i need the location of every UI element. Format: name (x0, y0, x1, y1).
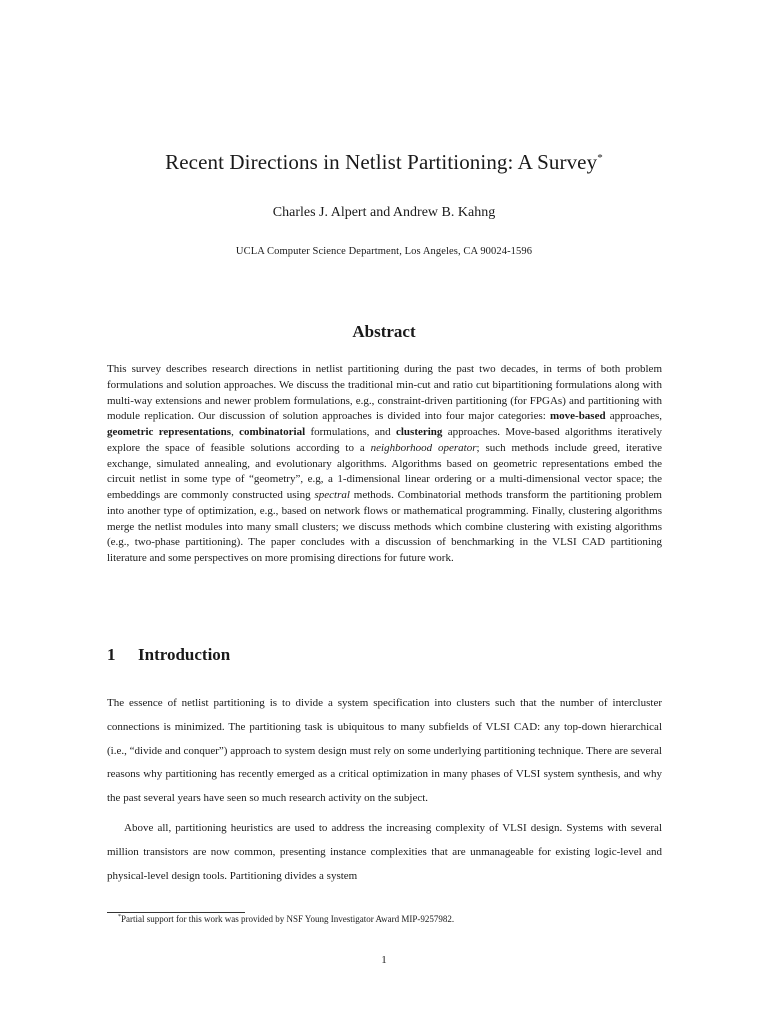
abstract-italic-neighborhood-operator: neighborhood operator (370, 441, 477, 454)
abstract-text: formulations, and (305, 426, 396, 438)
footnote-mark: * (118, 914, 121, 920)
footnote (118, 913, 454, 926)
intro-paragraph-2: Above all, partitioning heuristics are used to address the increasing complexity of VLSI design. Systems with several million transistors are now common, presenting instance complexities that are unmanageable for existing logic-level and physical-level design tools. Partitioning divides a system (107, 821, 662, 882)
introduction-body (107, 692, 662, 888)
abstract-body (107, 362, 662, 567)
authors: Charles J. Alpert and Andrew B. Kahng (272, 205, 496, 220)
abstract-heading: Abstract (352, 322, 416, 341)
section-title: Introduction (138, 645, 231, 664)
abstract-text: , (231, 426, 240, 438)
title-footnote-mark: * (597, 152, 603, 164)
abstract-emphasis-geometric: geometric representations (107, 426, 232, 438)
intro-paragraph-1: The essence of netlist partitioning is to divide a system specification into clusters such that the number of intercluster connections is minimized. The partitioning task is ubiquitous to many subfields of VLSI CAD: any top-down hierarchical (i.e., “divide and conquer”) approach to system design must rely on some underlying partitioning technique. There are several reasons why partitioning has recently emerged as a critical optimization in many phases of VLSI system synthesis, and why the past several years have seen so much research activity on the subject. (107, 697, 662, 805)
section-number: 1 (107, 645, 116, 664)
abstract-text: methods. Combinatorial methods transform the partitioning problem into another type of optimization, e.g., based on network flows or mathematical programming. Finally, clustering algorithms merge the netlist modules into many small clusters; we discuss methods which combine clustering with existing algorithms (e.g., two-phase partitioning). The paper concludes with a discussion of benchmarking in the VLSI CAD partitioning literature and some perspectives on more promising directions for future work. (107, 489, 662, 564)
title-text: Recent Directions in Netlist Partitioning: A Survey (165, 150, 598, 174)
abstract-text: This survey describes research directions in netlist partitioning during the past two decades, in terms of both problem formulations and solution approaches. We discuss the traditional min-cut and ratio cut bipartitioning formulations along with multi-way extensions and newer problem formulations, e.g., constraint-driven partitioning (for FPGAs) and partitioning with module replication. Our discussion of solution approaches is divided into four major categories: (107, 363, 662, 423)
section-heading (107, 644, 230, 666)
paper-title (0, 149, 768, 175)
abstract-emphasis-move-based: move-based (549, 410, 606, 423)
page-number: 1 (381, 954, 387, 966)
abstract-emphasis-combinatorial: combinatorial (239, 426, 306, 438)
abstract-italic-spectral: spectral (314, 489, 350, 501)
affiliation: UCLA Computer Science Department, Los Angeles, CA 90024-1596 (235, 246, 533, 257)
abstract-text: ; such methods include greed, iterative exchange, simulated annealing, and evolutionary algorithms. Algorithms based on geometric representations embed the circuit netlist in some type of “geometry”, e.g, a 1-dimensional linear ordering or a multi-dimensional vector space; the embeddings are commonly constructed using (107, 441, 662, 501)
abstract-text: approaches. Move-based algorithms iteratively explore the space of feasible solutions according to a (107, 426, 662, 454)
footnote-text: Partial support for this work was provided by NSF Young Investigator Award MIP-9257982. (121, 914, 455, 924)
abstract-emphasis-clustering: clustering (395, 426, 443, 438)
abstract-text: approaches, (605, 410, 662, 423)
